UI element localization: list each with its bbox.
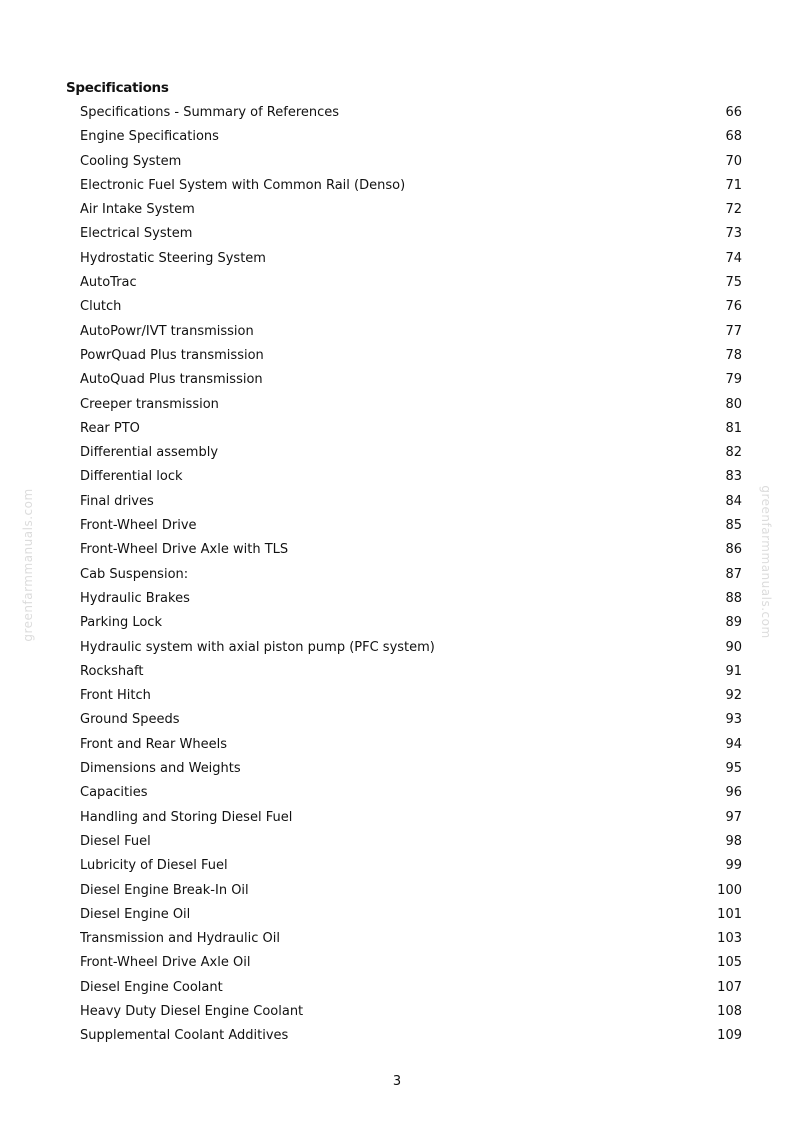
page-number: 3 [392,1074,402,1089]
toc-entry-title: Ground Speeds [80,712,180,728]
toc-entry-page-number: 75 [725,275,742,291]
toc-entry-title: Transmission and Hydraulic Oil [80,931,280,947]
toc-entry-title: Cooling System [80,153,182,169]
toc-entry[interactable] [80,538,742,562]
toc-entry-page-number: 73 [725,226,742,242]
toc-entry-page-number: 82 [725,445,742,461]
toc-entry-title: Diesel Engine Break-In Oil [80,882,249,898]
toc-entry[interactable] [80,951,742,975]
toc-entry[interactable] [80,563,742,587]
toc-entry-title: Engine Specifications [80,129,219,145]
toc-entry-page-number: 97 [725,809,742,825]
table-of-contents [80,101,742,1049]
toc-entry[interactable] [80,222,742,246]
toc-entry-page-number: 83 [725,469,742,485]
toc-entry-page-number: 90 [725,639,742,655]
toc-entry[interactable] [80,806,742,830]
toc-entry-page-number: 105 [717,955,742,971]
toc-entry-title: Final drives [80,493,154,509]
toc-entry-title: Air Intake System [80,202,195,218]
toc-entry-page-number: 92 [725,688,742,704]
toc-entry-title: Differential lock [80,469,183,485]
toc-entry[interactable] [80,393,742,417]
toc-entry-page-number: 98 [725,833,742,849]
toc-entry[interactable] [80,781,742,805]
toc-entry-page-number: 88 [725,590,742,606]
toc-entry-title: Specifications - Summary of References [80,105,340,120]
toc-entry-page-number: 71 [725,177,742,193]
toc-entry-title: Supplemental Coolant Additives [80,1028,289,1044]
toc-entry[interactable] [80,903,742,927]
toc-entry[interactable] [80,611,742,635]
toc-entry-title: Capacities [80,785,148,801]
toc-entry[interactable] [80,1000,742,1024]
toc-entry-title: Electrical System [80,226,193,242]
toc-entry[interactable] [80,708,742,732]
toc-entry[interactable] [80,174,742,198]
toc-entry-title: Differential assembly [80,445,219,461]
toc-entry-page-number: 68 [725,129,742,145]
toc-entry[interactable] [80,465,742,489]
toc-entry[interactable] [80,441,742,465]
toc-entry[interactable] [80,587,742,611]
toc-entry[interactable] [80,733,742,757]
toc-entry-page-number: 95 [725,761,742,777]
toc-entry-title: Parking Lock [80,615,162,631]
toc-entry-page-number: 85 [725,518,742,534]
toc-entry[interactable] [80,636,742,660]
toc-entry-page-number: 72 [725,202,742,218]
toc-entry-page-number: 78 [725,347,742,363]
toc-entry[interactable] [80,295,742,319]
toc-entry-page-number: 91 [725,663,742,679]
toc-entry[interactable] [80,320,742,344]
toc-entry-title: AutoTrac [80,275,137,291]
toc-entry-page-number: 100 [717,882,742,898]
toc-entry-title: Cab Suspension: [80,566,189,582]
toc-entry-title: Creeper transmission [80,396,219,412]
toc-entry-title: Lubricity of Diesel Fuel [80,858,228,874]
toc-entry-page-number: 81 [725,420,742,436]
toc-entry-page-number: 66 [725,105,742,120]
toc-entry-title: Rockshaft [80,663,144,679]
toc-entry[interactable] [80,490,742,514]
toc-entry-title: Hydraulic Brakes [80,590,190,606]
toc-entry-title: Electronic Fuel System with Common Rail (Denso) [80,177,406,193]
toc-entry[interactable] [80,150,742,174]
toc-entry-page-number: 70 [725,153,742,169]
toc-entry-title: Hydrostatic Steering System [80,250,266,266]
toc-entry-page-number: 74 [725,250,742,266]
toc-entry-page-number: 101 [717,906,742,922]
toc-entry[interactable] [80,830,742,854]
toc-entry[interactable] [80,1024,742,1048]
watermark-left: greenfarmmanuals.com [21,488,35,642]
toc-entry[interactable] [80,757,742,781]
toc-entry-title: Dimensions and Weights [80,761,241,777]
toc-entry-title: AutoQuad Plus transmission [80,372,263,388]
toc-entry[interactable] [80,684,742,708]
toc-entry-title: Clutch [80,299,122,315]
toc-entry-page-number: 80 [725,396,742,412]
toc-entry[interactable] [80,660,742,684]
toc-entry[interactable] [80,854,742,878]
toc-entry-page-number: 93 [725,712,742,728]
toc-entry-title: Front and Rear Wheels [80,736,227,752]
toc-entry-page-number: 108 [717,1003,742,1019]
toc-entry-title: Heavy Duty Diesel Engine Coolant [80,1003,304,1019]
toc-entry-title: Front-Wheel Drive [80,518,197,534]
toc-entry[interactable] [80,417,742,441]
toc-entry[interactable] [80,247,742,271]
toc-entry-title: Diesel Engine Oil [80,906,191,922]
section-heading: Specifications [66,80,169,96]
toc-entry-page-number: 79 [725,372,742,388]
toc-entry-page-number: 99 [725,858,742,874]
toc-entry-page-number: 84 [725,493,742,509]
toc-entry-page-number: 77 [725,323,742,339]
toc-entry-title: Diesel Fuel [80,833,151,849]
watermark-right: greenfarmmanuals.com [759,485,773,639]
toc-entry-title: Hydraulic system with axial piston pump (PFC system) [80,639,435,655]
toc-entry-title: Diesel Engine Coolant [80,979,223,995]
toc-entry[interactable] [80,927,742,951]
toc-entry-page-number: 89 [725,615,742,631]
toc-entry[interactable] [80,879,742,903]
toc-entry-page-number: 109 [717,1028,742,1044]
toc-entry[interactable] [80,344,742,368]
toc-entry[interactable] [80,368,742,392]
toc-entry[interactable] [80,514,742,538]
toc-entry-title: Front-Wheel Drive Axle with TLS [80,542,289,558]
toc-entry-title: AutoPowr/IVT transmission [80,323,254,339]
toc-entry[interactable] [80,101,742,125]
toc-entry-page-number: 86 [725,542,742,558]
toc-entry-title: Front-Wheel Drive Axle Oil [80,955,251,971]
toc-entry[interactable] [80,976,742,1000]
toc-entry-page-number: 76 [725,299,742,315]
toc-entry-title: Front Hitch [80,688,151,704]
toc-entry-page-number: 94 [725,736,742,752]
toc-entry-page-number: 107 [717,979,742,995]
toc-entry[interactable] [80,271,742,295]
toc-entry[interactable] [80,125,742,149]
toc-entry-title: Handling and Storing Diesel Fuel [80,809,293,825]
toc-entry-title: PowrQuad Plus transmission [80,347,264,363]
toc-entry[interactable] [80,198,742,222]
toc-entry-page-number: 87 [725,566,742,582]
toc-entry-page-number: 96 [725,785,742,801]
toc-entry-title: Rear PTO [80,420,140,436]
toc-entry-page-number: 103 [717,931,742,947]
